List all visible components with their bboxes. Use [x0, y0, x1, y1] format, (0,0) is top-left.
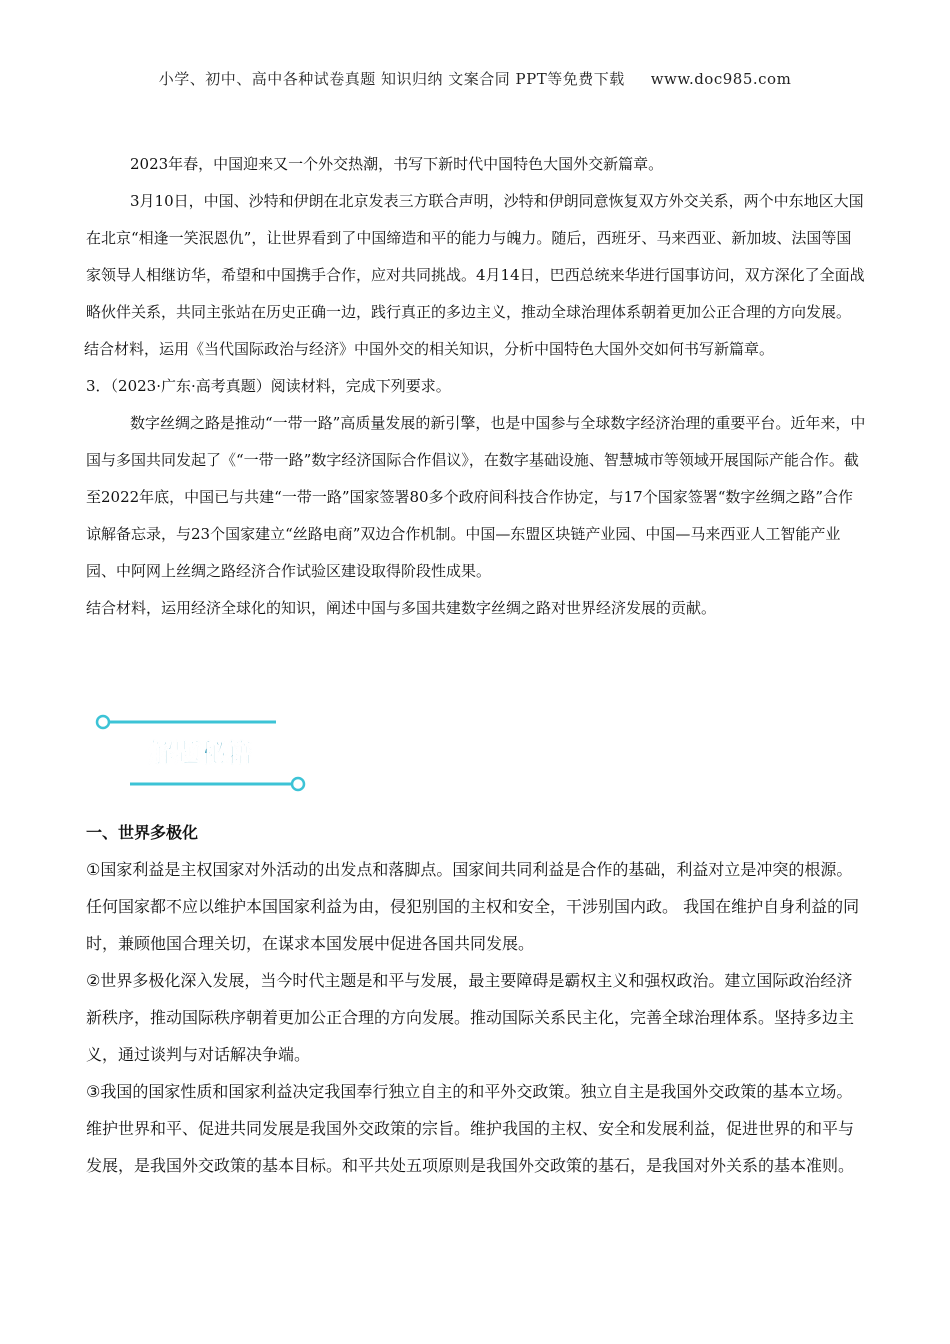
section-1-item-1: ①国家利益是主权国家对外活动的出发点和落脚点。国家间共同利益是合作的基础，利益对立是冲突的根源。 任何国家都不应以维护本国国家利益为由，侵犯别国的主权和安全，干涉别国内政。 我国在维护自身利益的同时，兼顾他国合理关切，在谋求本国发展中促进各国共同发展。	[86, 860, 860, 953]
material-2-question: 结合材料，运用《当代国际政治与经济》中国外交的相关知识，分析中国特色大国外交如何书写新篇章。	[84, 340, 775, 358]
question-3-title: 3．（2023·广东·高考真题）阅读材料，完成下列要求。	[86, 377, 451, 395]
header-text: 小学、初中、高中各种试卷真题 知识归纳 文案合同 PPT等免费下载	[158, 70, 625, 88]
section-1-heading: 一、世界多极化	[86, 823, 199, 842]
banner-label: 解题秘籍	[147, 739, 253, 769]
banner-jieti-miji	[90, 712, 320, 804]
question-3-question: 结合材料，运用经济全球化的知识，阐述中国与多国共建数字丝绸之路对世界经济发展的贡献。	[86, 599, 717, 617]
material-2-para-2: 3月10日，中国、沙特和伊朗在北京发表三方联合声明，沙特和伊朗同意恢复双方外交关系，两个中东地区大国在北京“相逢一笑泯恩仇”，让世界看到了中国缔造和平的能力与魄力。随后，西班牙、马来西亚、新加坡、法国等国家领导人相继访华，希望和中国携手合作，应对共同挑战。4月14日，巴西总统来华进行国事访问，双方深化了全面战略伙伴关系，共同主张站在历史正确一边，践行真正的多边主义，推动全球治理体系朝着更加公正合理的方向发展。	[86, 192, 865, 321]
material-2-para-1: 2023年春，中国迎来又一个外交热潮，书写下新时代中国特色大国外交新篇章。	[130, 155, 664, 173]
material-2	[86, 146, 866, 627]
section-1-item-3: ③我国的国家性质和国家利益决定我国奉行独立自主的和平外交政策。独立自主是我国外交政策的基本立场。维护世界和平、促进共同发展是我国外交政策的宗旨。维护我国的主权、安全和发展利益，促进世界的和平与发展，是我国外交政策的基本目标。和平共处五项原则是我国外交政策的基石，是我国对外关系的基本准则。	[86, 1082, 855, 1175]
section-1-item-2: ②世界多极化深入发展，当今时代主题是和平与发展，最主要障碍是霸权主义和强权政治。建立国际政治经济新秩序，推动国际秩序朝着更加公正合理的方向发展。推动国际关系民主化，完善全球治理体系。坚持多边主义，通过谈判与对话解决争端。	[86, 971, 855, 1064]
question-3-para: 数字丝绸之路是推动“一带一路”高质量发展的新引擎，也是中国参与全球数字经济治理的重要平台。近年来，中国与多国共同发起了《“一带一路”数字经济国际合作倡议》，在数字基础设施、智慧城市等领域开展国际产能合作。截至2022年底，中国已与共建“一带一路”国家签署80多个政府间科技合作协定，与17个国家签署“数字丝绸之路”合作谅解备忘录，与23个国家建立“丝路电商”双边合作机制。中国—东盟区块链产业园、中国—马来西亚人工智能产业园、中阿网上丝绸之路经济合作试验区建设取得阶段性成果。	[86, 414, 866, 580]
section-1	[86, 814, 866, 1184]
header-site[interactable]: www.doc985.com	[650, 70, 792, 88]
page-header	[0, 68, 950, 89]
